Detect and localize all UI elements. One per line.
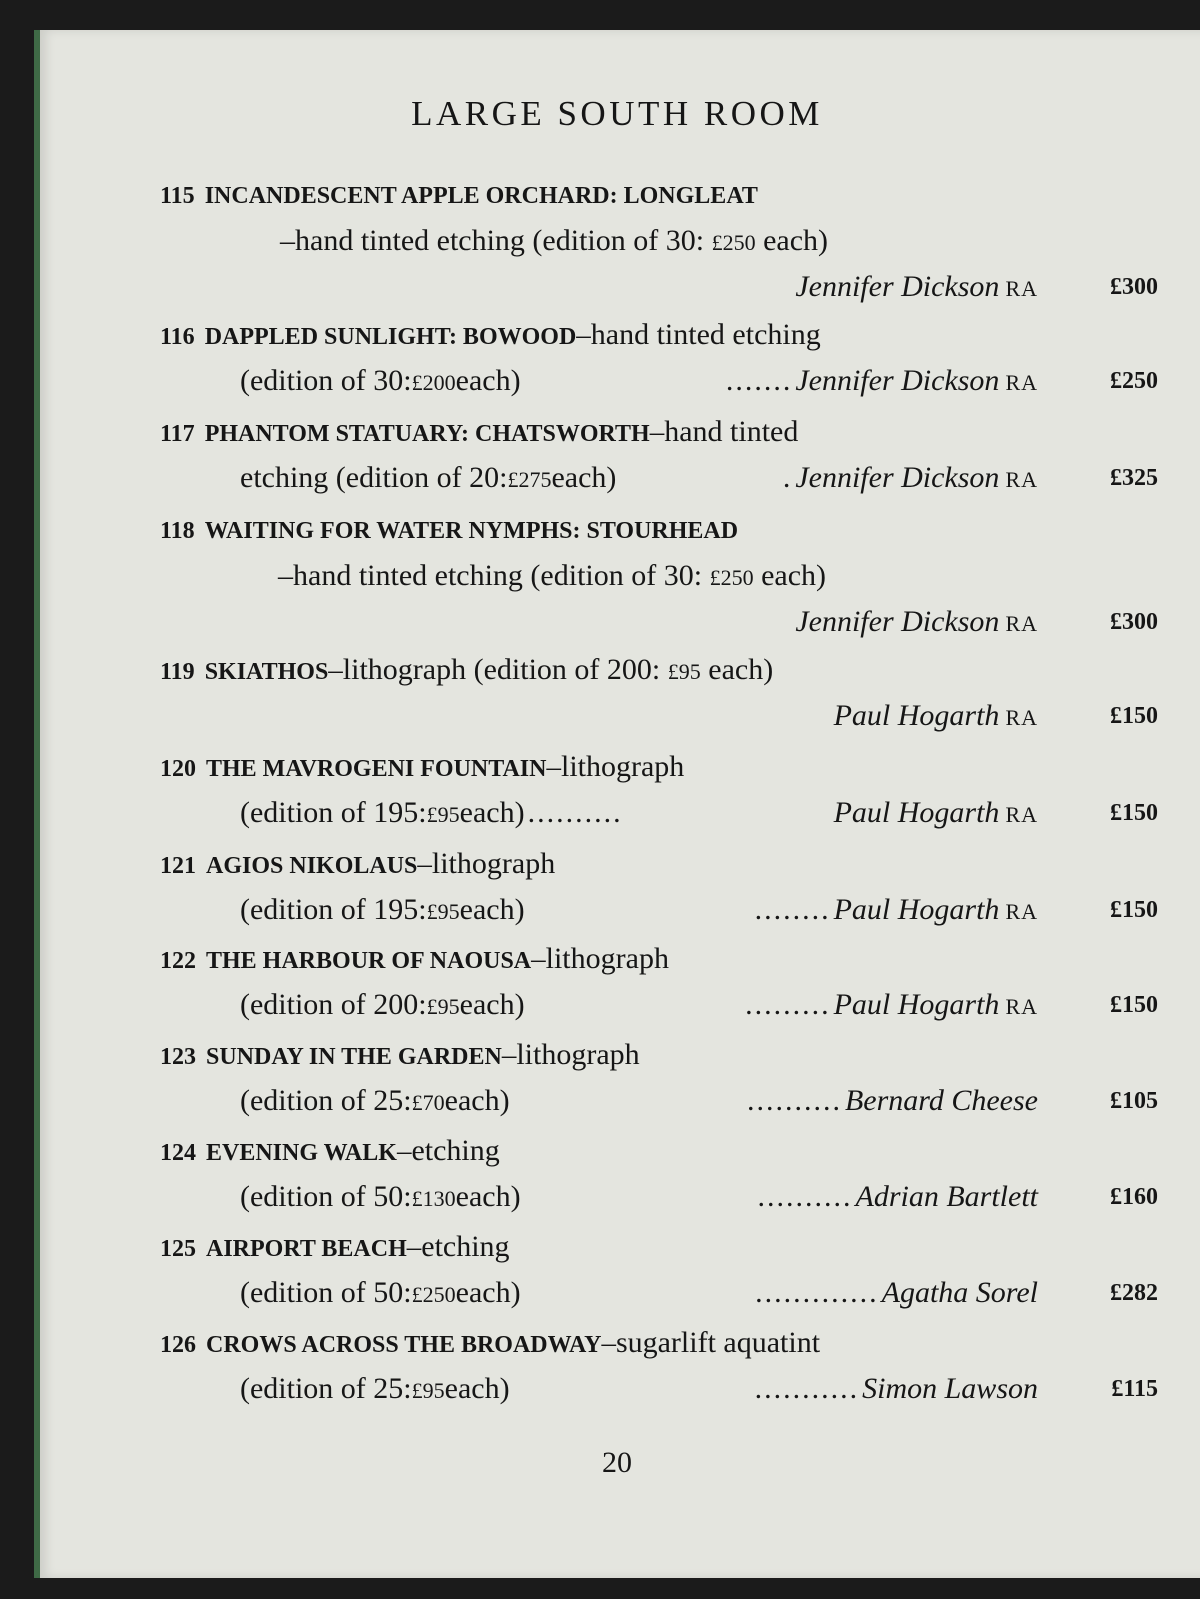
entry-title: CROWS ACROSS THE BROADWAY [206,1332,602,1358]
entry-price: £325 [1110,465,1158,491]
page-number: 20 [602,1446,632,1479]
entry-heading: 119 SKIATHOS–lithograph (edition of 200: £95 each) [160,653,774,686]
ra-suffix: RA [1005,276,1038,301]
ra-suffix: RA [1005,899,1038,924]
ra-suffix: RA [1005,467,1038,492]
leader-dots: ........ [754,893,831,926]
artist-name: Paul Hogarth [833,893,1000,926]
edition-price: £130 [411,1186,456,1211]
entry-medium: lithograph [516,1038,640,1071]
entry-title: EVENING WALK [206,1140,397,1166]
entry-artist-line [240,605,1038,639]
entry-number: 123 [160,1044,196,1070]
artist-name: Agatha Sorel [881,1276,1038,1309]
entry-price: £115 [1111,1376,1158,1402]
entry-price: £105 [1110,1088,1158,1114]
artist-name: Simon Lawson [862,1372,1038,1405]
entry-number: 125 [160,1236,196,1262]
entry-number: 121 [160,853,196,879]
edition-price: £95 [426,899,460,924]
entry-detail-line: (edition of 50: £130 each) .......... Adrian Bartlett [240,1180,1038,1213]
entry-heading: 124 EVENING WALK–etching [160,1134,500,1167]
edition-price: £95 [411,1378,445,1403]
entry-heading: 120 THE MAVROGENI FOUNTAIN–lithograph [160,750,685,783]
entry-medium-line: –hand tinted etching (edition of 30: £250 each) [278,559,827,592]
entry-heading: 117 PHANTOM STATUARY: CHATSWORTH–hand tinted [160,415,799,448]
entry-medium: lithograph (edition of 200: [342,653,668,686]
entry-detail-line: etching (edition of 20: £275 each) . Jennifer Dickson RA [240,461,1038,494]
ra-suffix: RA [1005,994,1038,1019]
artist-name: Jennifer Dickson [795,461,1000,494]
entry-detail-line: (edition of 200: £95 each) ......... Paul Hogarth RA [240,988,1038,1021]
leader-dots: ............. [755,1276,879,1309]
entry-number: 126 [160,1332,196,1358]
entry-detail-line: (edition of 195: £95 each) ........ Paul Hogarth RA [240,893,1038,926]
entry-price: £150 [1110,897,1158,923]
edition-price: £70 [411,1090,445,1115]
entry-number: 115 [160,183,195,209]
entry-price: £300 [1110,274,1158,300]
entry-number: 120 [160,756,196,782]
entry-price: £150 [1110,800,1158,826]
entry-medium: lithograph [545,942,669,975]
entry-number: 122 [160,948,196,974]
leader-dots: ......... [745,988,831,1021]
entry-heading: 123 SUNDAY IN THE GARDEN–lithograph [160,1038,640,1071]
entry-medium: lithograph [560,750,685,783]
ra-suffix: RA [1005,370,1038,395]
leader-dots: ....... [725,364,793,397]
entry-medium: lithograph [431,847,556,880]
entry-detail-line: (edition of 195: £95 each) .......... Paul Hogarth RA [240,796,1038,829]
artist-name: Paul Hogarth [833,796,1000,829]
entry-number: 117 [160,421,195,447]
entry-price: £250 [1110,368,1158,394]
leader-dots: . [782,461,793,494]
entry-heading [160,513,738,546]
entry-price: £300 [1110,609,1158,635]
entry-heading: 125 AIRPORT BEACH–etching [160,1230,510,1263]
artist-name: Jennifer Dickson [795,270,1000,303]
entry-title: DAPPLED SUNLIGHT: BOWOOD [204,324,577,350]
entry-detail-line: (edition of 25: £70 each) .......... Bernard Cheese [240,1084,1038,1117]
entry-heading: 122 THE HARBOUR OF NAOUSA–lithograph [160,942,669,975]
edition-price: £275 [507,467,552,492]
entry-number: 124 [160,1140,196,1166]
entry-number: 116 [160,324,195,350]
page-title: LARGE SOUTH ROOM [411,94,823,133]
entry-medium: hand tinted [664,415,799,448]
entry-heading [160,178,758,211]
entry-title: WAITING FOR WATER NYMPHS: STOURHEAD [204,518,739,544]
entry-title: THE HARBOUR OF NAOUSA [206,948,532,974]
entry-title: THE MAVROGENI FOUNTAIN [206,756,547,782]
entry-artist-line [240,270,1038,304]
ra-suffix: RA [1005,705,1038,730]
artist-name: Paul Hogarth [833,988,1000,1021]
entry-detail-line: (edition of 25: £95 each) ........... Simon Lawson [240,1372,1038,1405]
entry-title: PHANTOM STATUARY: CHATSWORTH [204,421,650,447]
leader-dots: .......... [746,1084,842,1117]
entry-heading: 126 CROWS ACROSS THE BROADWAY–sugarlift aquatint [160,1326,821,1359]
entry-heading: 121 AGIOS NIKOLAUS–lithograph [160,847,556,880]
artist-name: Jennifer Dickson [795,605,1000,638]
entry-medium: etching [421,1230,510,1263]
entry-title: AIRPORT BEACH [206,1236,407,1262]
edition-price: £250 [711,230,756,255]
entry-medium-line: –hand tinted etching (edition of 30: £250 each) [280,224,829,257]
edition-price: £250 [709,565,754,590]
entry-medium: sugarlift aquatint [615,1326,821,1359]
entry-number: 118 [160,518,195,544]
artist-name: Jennifer Dickson [795,364,1000,397]
entry-price: £150 [1110,992,1158,1018]
entry-medium: hand tinted etching [590,318,821,351]
artist-name: Adrian Bartlett [855,1180,1038,1213]
entry-detail-line: (edition of 30: £200 each) ....... Jennifer Dickson RA [240,364,1038,397]
entry-title: INCANDESCENT APPLE ORCHARD: LONGLEAT [204,183,758,209]
entry-price: £282 [1110,1280,1158,1306]
leader-dots: .......... [527,796,623,829]
ra-suffix: RA [1005,802,1038,827]
artist-name: Paul Hogarth [833,699,1000,732]
edition-price: £95 [667,659,701,684]
leader-dots: .......... [757,1180,853,1213]
entry-detail-line: (edition of 50: £250 each) ............. Agatha Sorel [240,1276,1038,1309]
edition-price: £250 [411,1282,456,1307]
entry-medium: etching [411,1134,500,1167]
entry-title: SKIATHOS [204,659,329,685]
entry-title: SUNDAY IN THE GARDEN [206,1044,502,1070]
entry-price: £150 [1110,703,1158,729]
entry-heading: 116 DAPPLED SUNLIGHT: BOWOOD–hand tinted etching [160,318,821,351]
catalogue-page [34,30,1200,1578]
entry-artist-line [240,699,1038,733]
edition-price: £200 [411,370,456,395]
leader-dots: ........... [754,1372,860,1405]
ra-suffix: RA [1005,611,1038,636]
entry-price: £160 [1110,1184,1158,1210]
edition-price: £95 [426,994,460,1019]
artist-name: Bernard Cheese [844,1084,1038,1117]
edition-price: £95 [426,802,460,827]
entry-title: AGIOS NIKOLAUS [206,853,418,879]
entry-number: 119 [160,659,195,685]
